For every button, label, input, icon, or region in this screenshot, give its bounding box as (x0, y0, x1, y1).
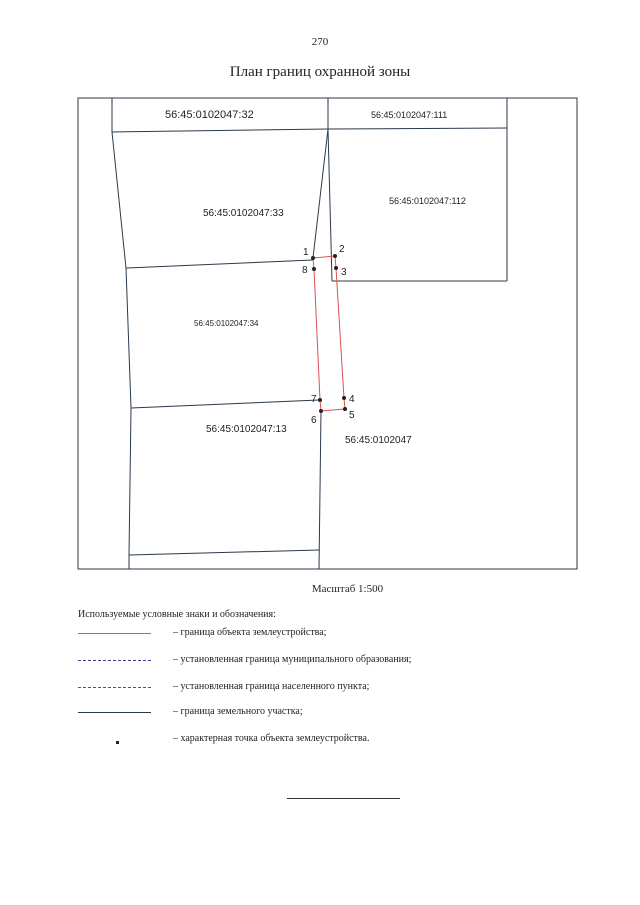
point-3-marker (334, 266, 338, 270)
protection-zone-boundary (313, 256, 345, 411)
scale-label: Масштаб 1:500 (311, 583, 384, 595)
legend-item-label: – характерная точка объекта землеустройства. (173, 733, 370, 744)
point-6-marker (319, 409, 323, 413)
parcel-34-label: 56:45:0102047:34 (194, 319, 259, 328)
object-boundary-swatch (78, 633, 151, 634)
parcel-112-label: 56:45:0102047:112 (389, 196, 466, 206)
parcel-13-label: 56:45:0102047:13 (206, 424, 287, 435)
parcel-32-label: 56:45:0102047:32 (165, 109, 254, 121)
legend-item-label: – граница земельного участка; (173, 706, 303, 717)
signature-line (287, 798, 400, 799)
point-8-marker (312, 267, 316, 271)
point-1-marker (311, 256, 315, 260)
settlement-boundary-swatch (78, 687, 151, 688)
point-2-marker (333, 254, 337, 258)
characteristic-point-swatch (116, 741, 119, 744)
point-4-label: 4 (349, 394, 355, 405)
page-number: 270 (311, 36, 329, 48)
parcel-boundaries (112, 98, 507, 569)
point-7-marker (318, 398, 322, 402)
legend-title: Используемые условные знаки и обозначения: (78, 609, 276, 620)
point-4-marker (342, 396, 346, 400)
legend-item-label: – установленная граница муниципального образования; (173, 654, 412, 665)
legend-item-label: – установленная граница населенного пункта; (173, 681, 370, 692)
cadastral-block-label: 56:45:0102047 (345, 435, 412, 446)
map-frame (78, 98, 577, 569)
point-3-label: 3 (341, 267, 347, 278)
point-5-marker (343, 407, 347, 411)
legend-item-label: – граница объекта землеустройства; (173, 627, 327, 638)
parcel-boundary-swatch (78, 712, 151, 713)
point-5-label: 5 (349, 410, 355, 421)
parcel-33-label: 56:45:0102047:33 (203, 208, 284, 219)
page-title: План границ охранной зоны (229, 64, 411, 80)
point-2-label: 2 (339, 244, 345, 255)
municipal-boundary-swatch (78, 660, 151, 661)
point-8-label: 8 (302, 265, 308, 276)
point-6-label: 6 (311, 415, 317, 426)
point-7-label: 7 (311, 394, 317, 405)
parcel-111-label: 56:45:0102047:111 (371, 110, 448, 120)
point-1-label: 1 (303, 247, 309, 258)
